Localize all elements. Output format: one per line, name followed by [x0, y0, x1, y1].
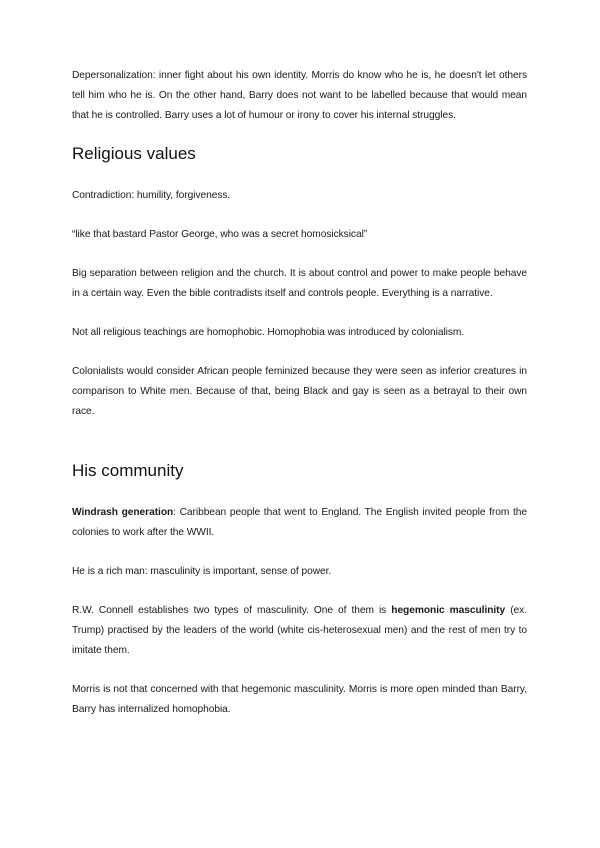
paragraph-morris-barry: Morris is not that concerned with that hegemonic masculinity. Morris is more open minded than Barry, Barry has internalized homophobia. [72, 684, 527, 715]
paragraph-depersonalization: Depersonalization: inner fight about his own identity. Morris do know who he is, he doesn't let others tell him who he is. On the other hand, Barry does not want to be labelled because that would mean that he is controlled. Barry uses a lot of humour or irony to cover his internal struggles. [72, 70, 527, 121]
paragraph-quote: “like that bastard Pastor George, who was a secret homosicksical” [72, 229, 368, 240]
connell-intro: R.W. Connell establishes two types of masculinity. One of them is [72, 605, 392, 616]
heading-religious-values: Religious values [72, 144, 196, 163]
term-windrash-generation: Windrash generation [72, 507, 174, 518]
connell-description: (ex. Trump) practised by the leaders of the world (white cis-heterosexual men) and the rest of men try to imitate them. [72, 605, 527, 656]
paragraph-contradiction: Contradiction: humility, forgiveness. [72, 190, 231, 201]
paragraph-windrush [72, 503, 527, 543]
heading-his-community: His community [72, 461, 184, 480]
term-hegemonic-masculinity: hegemonic masculinity [391, 605, 506, 616]
paragraph-rich-man: He is a rich man: masculinity is important, sense of power. [72, 566, 332, 577]
document-page [72, 66, 527, 720]
paragraph-homophobia: Not all religious teachings are homophobic. Homophobia was introduced by colonialism. [72, 327, 465, 338]
paragraph-colonialists: Colonialists would consider African people feminized because they were seen as inferior creatures in comparison to White men. Because of that, being Black and gay is seen as a betrayal to their own race. [72, 366, 527, 417]
paragraph-religion-church: Big separation between religion and the church. It is about control and power to make people behave in a certain way. Even the bible contradists itself and controls people. Everything is a narrative. [72, 268, 527, 299]
windrush-description: : Caribbean people that went to England. The English invited people from the colonies to work after the WWII. [72, 507, 527, 538]
paragraph-connell [72, 601, 527, 661]
